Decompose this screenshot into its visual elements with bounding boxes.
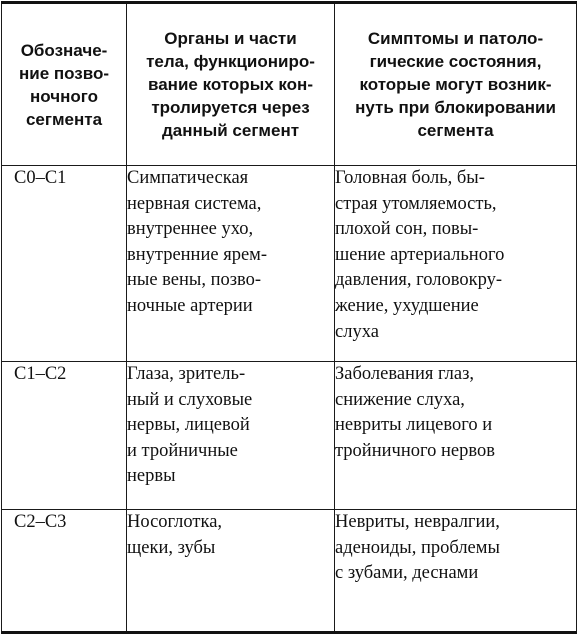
table-row (2, 166, 577, 362)
segment-code: С2–С3 (14, 512, 67, 532)
symptoms-line: аденоиды, проблемы (335, 537, 500, 558)
segment-cell (2, 166, 127, 362)
symptoms-line: жение, ухудшение (335, 295, 479, 316)
header-organs (127, 3, 335, 166)
organs-line: нервы (127, 466, 176, 487)
segment-code: С1–С2 (14, 364, 67, 384)
symptoms-line: Головная боль, бы- (335, 168, 485, 188)
symptoms-line: Невриты, невралгии, (335, 512, 500, 532)
symptoms-line: Заболевания глаз, (335, 364, 475, 384)
header-line: которые могут возник- (359, 75, 552, 94)
symptoms-line: давления, головокру- (335, 270, 502, 291)
symptoms-line: шение артериального (335, 244, 505, 265)
organs-line: Симпатическая (127, 168, 249, 188)
segment-cell (2, 510, 127, 633)
organs-line: Глаза, зритель- (127, 364, 246, 384)
table-row (2, 510, 577, 633)
header-line: ние позво- (18, 63, 110, 83)
segment-cell (2, 362, 127, 510)
header-line: гические состояния, (369, 52, 542, 71)
header-line: Симптомы и патоло- (367, 29, 544, 48)
segment-code: С0–С1 (14, 168, 67, 188)
organs-line: внутреннее ухо, (127, 219, 254, 240)
organs-line: нервы, лицевой (127, 415, 250, 436)
organs-line: Носоглотка, (127, 512, 223, 532)
organs-cell (127, 510, 335, 633)
organs-cell (127, 362, 335, 510)
header-line: вание которых кон- (148, 75, 313, 94)
organs-cell (127, 166, 335, 362)
header-line: сегмента (25, 109, 103, 129)
header-symptoms (335, 3, 577, 166)
symptoms-line: снижение слуха, (335, 389, 465, 410)
header-line: нуть при блокировании (355, 98, 556, 117)
symptoms-line: слуха (335, 321, 379, 342)
header-line: данный сегмент (161, 121, 300, 140)
header-line: Органы и части (164, 29, 297, 48)
symptoms-line: тройничного нервов (335, 440, 495, 461)
header-line: Обозначе- (20, 40, 108, 60)
header-line: ночного (30, 86, 98, 106)
symptoms-cell (335, 166, 577, 362)
organs-line: внутренние ярем- (127, 244, 268, 265)
organs-line: нервная система, (127, 193, 262, 214)
header-line: тролируется через (151, 98, 310, 117)
symptoms-line: с зубами, деснами (335, 563, 479, 584)
symptoms-cell (335, 510, 577, 633)
header-row (2, 3, 577, 166)
symptoms-line: невриты лицевого и (335, 415, 493, 436)
organs-line: и тройничные (127, 440, 238, 461)
segments-table (1, 1, 577, 634)
header-line: тела, функциониро- (146, 52, 315, 71)
organs-line: ночные артерии (127, 295, 253, 316)
symptoms-cell (335, 362, 577, 510)
table-row (2, 362, 577, 510)
organs-line: ный и слуховые (127, 389, 253, 410)
symptoms-line: страя утомляемость, (335, 193, 497, 214)
organs-line: ные вены, позво- (127, 270, 262, 291)
organs-line: щеки, зубы (127, 537, 216, 558)
header-segment (2, 3, 127, 166)
symptoms-line: плохой сон, повы- (335, 219, 479, 240)
header-line: сегмента (417, 121, 494, 140)
